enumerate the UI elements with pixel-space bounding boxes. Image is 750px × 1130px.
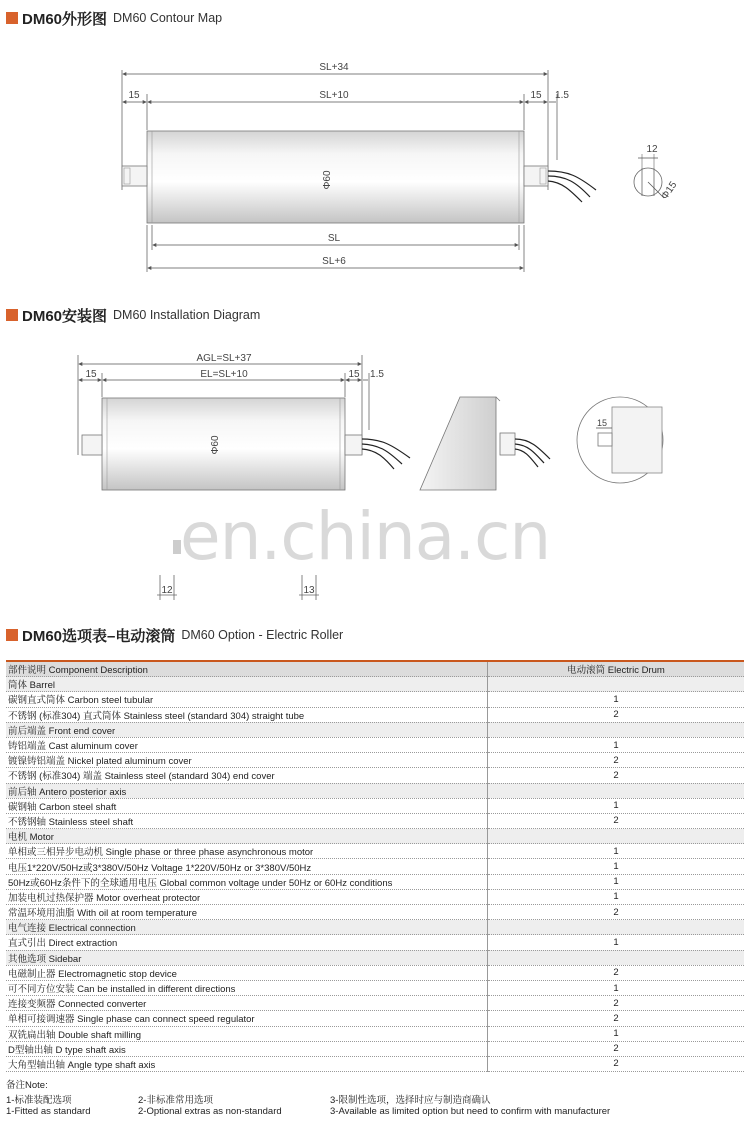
table-row [6,707,744,722]
dim-agl: AGL=SL+37 [196,353,252,364]
row-option-value: 2 [488,1041,745,1056]
header-electric-drum: 电动滚筒 Electric Drum [488,661,745,677]
row-description: 前后轴 Antero posterior axis [6,783,488,798]
install-title-zh: DM60安装图 [22,307,108,325]
dim-detail15: 15 [596,418,608,428]
table-category-row [6,950,744,965]
dim-width13: 13 [303,585,315,596]
row-option-value: 1 [488,844,745,859]
row-option-value [488,829,745,844]
dim-left15: 15 [128,90,140,101]
row-description: 铸铝端盖 Cast aluminum cover [6,737,488,752]
table-category-row [6,677,744,692]
row-description: 前后端盖 Front end cover [6,722,488,737]
dim-sl34: SL+34 [319,62,349,73]
row-description: 不锈钢 (标准304) 直式筒体 Stainless steel (standard 304) straight tube [6,707,488,722]
table-row [6,965,744,980]
row-option-value [488,783,745,798]
contour-drawing [0,30,750,320]
row-description: 电磁制止器 Electromagnetic stop device [6,965,488,980]
table-row [6,1056,744,1071]
row-option-value: 1 [488,692,745,707]
notes-en-row [6,1106,744,1117]
install-title-en: DM60 Installation Diagram [113,308,261,322]
row-option-value: 2 [488,905,745,920]
table-row [6,768,744,783]
row-description: 镀镍铸铝端盖 Nickel plated aluminum cover [6,753,488,768]
row-description: 单相或三相异步电动机 Single phase or three phase asynchronous motor [6,844,488,859]
note-2-en: 2-Optional extras as non-standard [138,1106,282,1117]
table-row [6,874,744,889]
contour-title-en: DM60 Contour Map [113,11,223,25]
dim-el: EL=SL+10 [200,369,248,380]
note-1-en: 1-Fitted as standard [6,1106,91,1117]
row-description: 单相可接调速器 Single phase can connect speed regulator [6,1011,488,1026]
row-description: 直式引出 Direct extraction [6,935,488,950]
table-row [6,1026,744,1041]
row-option-value [488,920,745,935]
row-option-value: 2 [488,965,745,980]
dim-right15: 15 [348,369,360,380]
row-option-value: 1 [488,874,745,889]
option-title-en: DM60 Option - Electric Roller [181,628,344,642]
row-option-value: 1 [488,737,745,752]
table-category-row [6,722,744,737]
contour-title-zh: DM60外形图 [22,10,108,28]
shaft-mount-detail [577,397,663,483]
watermark-text: en.china.cn [180,498,551,575]
note-1-zh: 1-标准装配选项 [6,1095,72,1106]
row-option-value: 1 [488,859,745,874]
table-row [6,1041,744,1056]
dim-shaft-phi: Φ15 [659,179,680,202]
row-description: 电机 Motor [6,829,488,844]
note-3-zh: 3-限制性选项，选择时应与制造商确认 [330,1095,491,1106]
dim-sl6: SL+6 [322,256,346,267]
dim-sl10: SL+10 [319,90,349,101]
option-section-title [6,625,343,645]
row-description: 电压1*220V/50Hz或3*380V/50Hz Voltage 1*220V/50Hz or 3*380V/50Hz [6,859,488,874]
row-description: 连接变频器 Connected converter [6,996,488,1011]
row-option-value: 2 [488,813,745,828]
table-row [6,905,744,920]
dim-shaft12: 12 [646,144,658,155]
table-row [6,813,744,828]
row-option-value: 1 [488,980,745,995]
row-description: 不锈钢轴 Stainless steel shaft [6,813,488,828]
row-option-value: 2 [488,768,745,783]
row-description: 筒体 Barrel [6,677,488,692]
row-description: 碳钢轴 Carbon steel shaft [6,798,488,813]
install-section-title [6,305,260,325]
dim-width12: 12 [161,585,173,596]
note-2-zh: 2-非标准常用选项 [138,1095,213,1106]
notes-block [6,1077,744,1117]
row-option-value: 2 [488,753,745,768]
row-option-value [488,722,745,737]
section-marker [6,309,18,321]
row-description: 碳钢直式筒体 Carbon steel tubular [6,692,488,707]
row-description: 大角型轴出轴 Angle type shaft axis [6,1056,488,1071]
row-description: D型轴出轴 D type shaft axis [6,1041,488,1056]
dim-left15: 15 [85,369,97,380]
table-category-row [6,783,744,798]
table-row [6,737,744,752]
row-option-value: 2 [488,996,745,1011]
table-row [6,889,744,904]
mounting-bracket [420,397,550,490]
row-description: 50Hz或60Hz条件下的全球通用电压 Global common voltage under 50Hz or 60Hz conditions [6,874,488,889]
table-row [6,859,744,874]
row-option-value [488,950,745,965]
table-row [6,980,744,995]
row-description: 常温环境用油脂 With oil at room temperature [6,905,488,920]
row-description: 不锈钢 (标准304) 端盖 Stainless steel (standard 304) end cover [6,768,488,783]
row-description: 双铣扁出轴 Double shaft milling [6,1026,488,1041]
section-marker [6,629,18,641]
row-option-value: 1 [488,798,745,813]
section-marker [6,12,18,24]
row-description: 加装电机过热保护器 Motor overheat protector [6,889,488,904]
table-row [6,798,744,813]
table-header-row [6,661,744,677]
note-3-en: 3-Available as limited option but need to confirm with manufacturer [330,1106,611,1117]
row-option-value: 2 [488,1011,745,1026]
table-row [6,1011,744,1026]
table-row [6,692,744,707]
table-row [6,844,744,859]
dim-diameter: Φ60 [210,435,221,455]
table-category-row [6,920,744,935]
header-description: 部件说明 Component Description [6,661,488,677]
row-description: 电气连接 Electrical connection [6,920,488,935]
contour-section-title [6,8,222,28]
table-row [6,753,744,768]
notes-title: 备注Note: [6,1080,48,1091]
notes-zh-row [6,1092,744,1106]
row-description: 其他选项 Sidebar [6,950,488,965]
option-table [6,660,744,1072]
row-option-value: 2 [488,1056,745,1071]
row-option-value: 1 [488,935,745,950]
table-row [6,996,744,1011]
dim-diameter: Φ60 [322,170,333,190]
table-category-row [6,829,744,844]
row-option-value: 1 [488,1026,745,1041]
row-option-value [488,677,745,692]
dim-gap15: 1.5 [370,369,384,380]
row-option-value: 2 [488,707,745,722]
table-row [6,935,744,950]
shaft-end-detail [634,144,680,202]
row-description: 可不同方位安装 Can be installed in different directions [6,980,488,995]
dim-gap15: 1.5 [555,90,569,101]
dim-right15: 15 [530,90,542,101]
dim-sl: SL [327,233,341,244]
row-option-value: 1 [488,889,745,904]
option-title-zh: DM60选项表–电动滚筒 [22,627,176,645]
